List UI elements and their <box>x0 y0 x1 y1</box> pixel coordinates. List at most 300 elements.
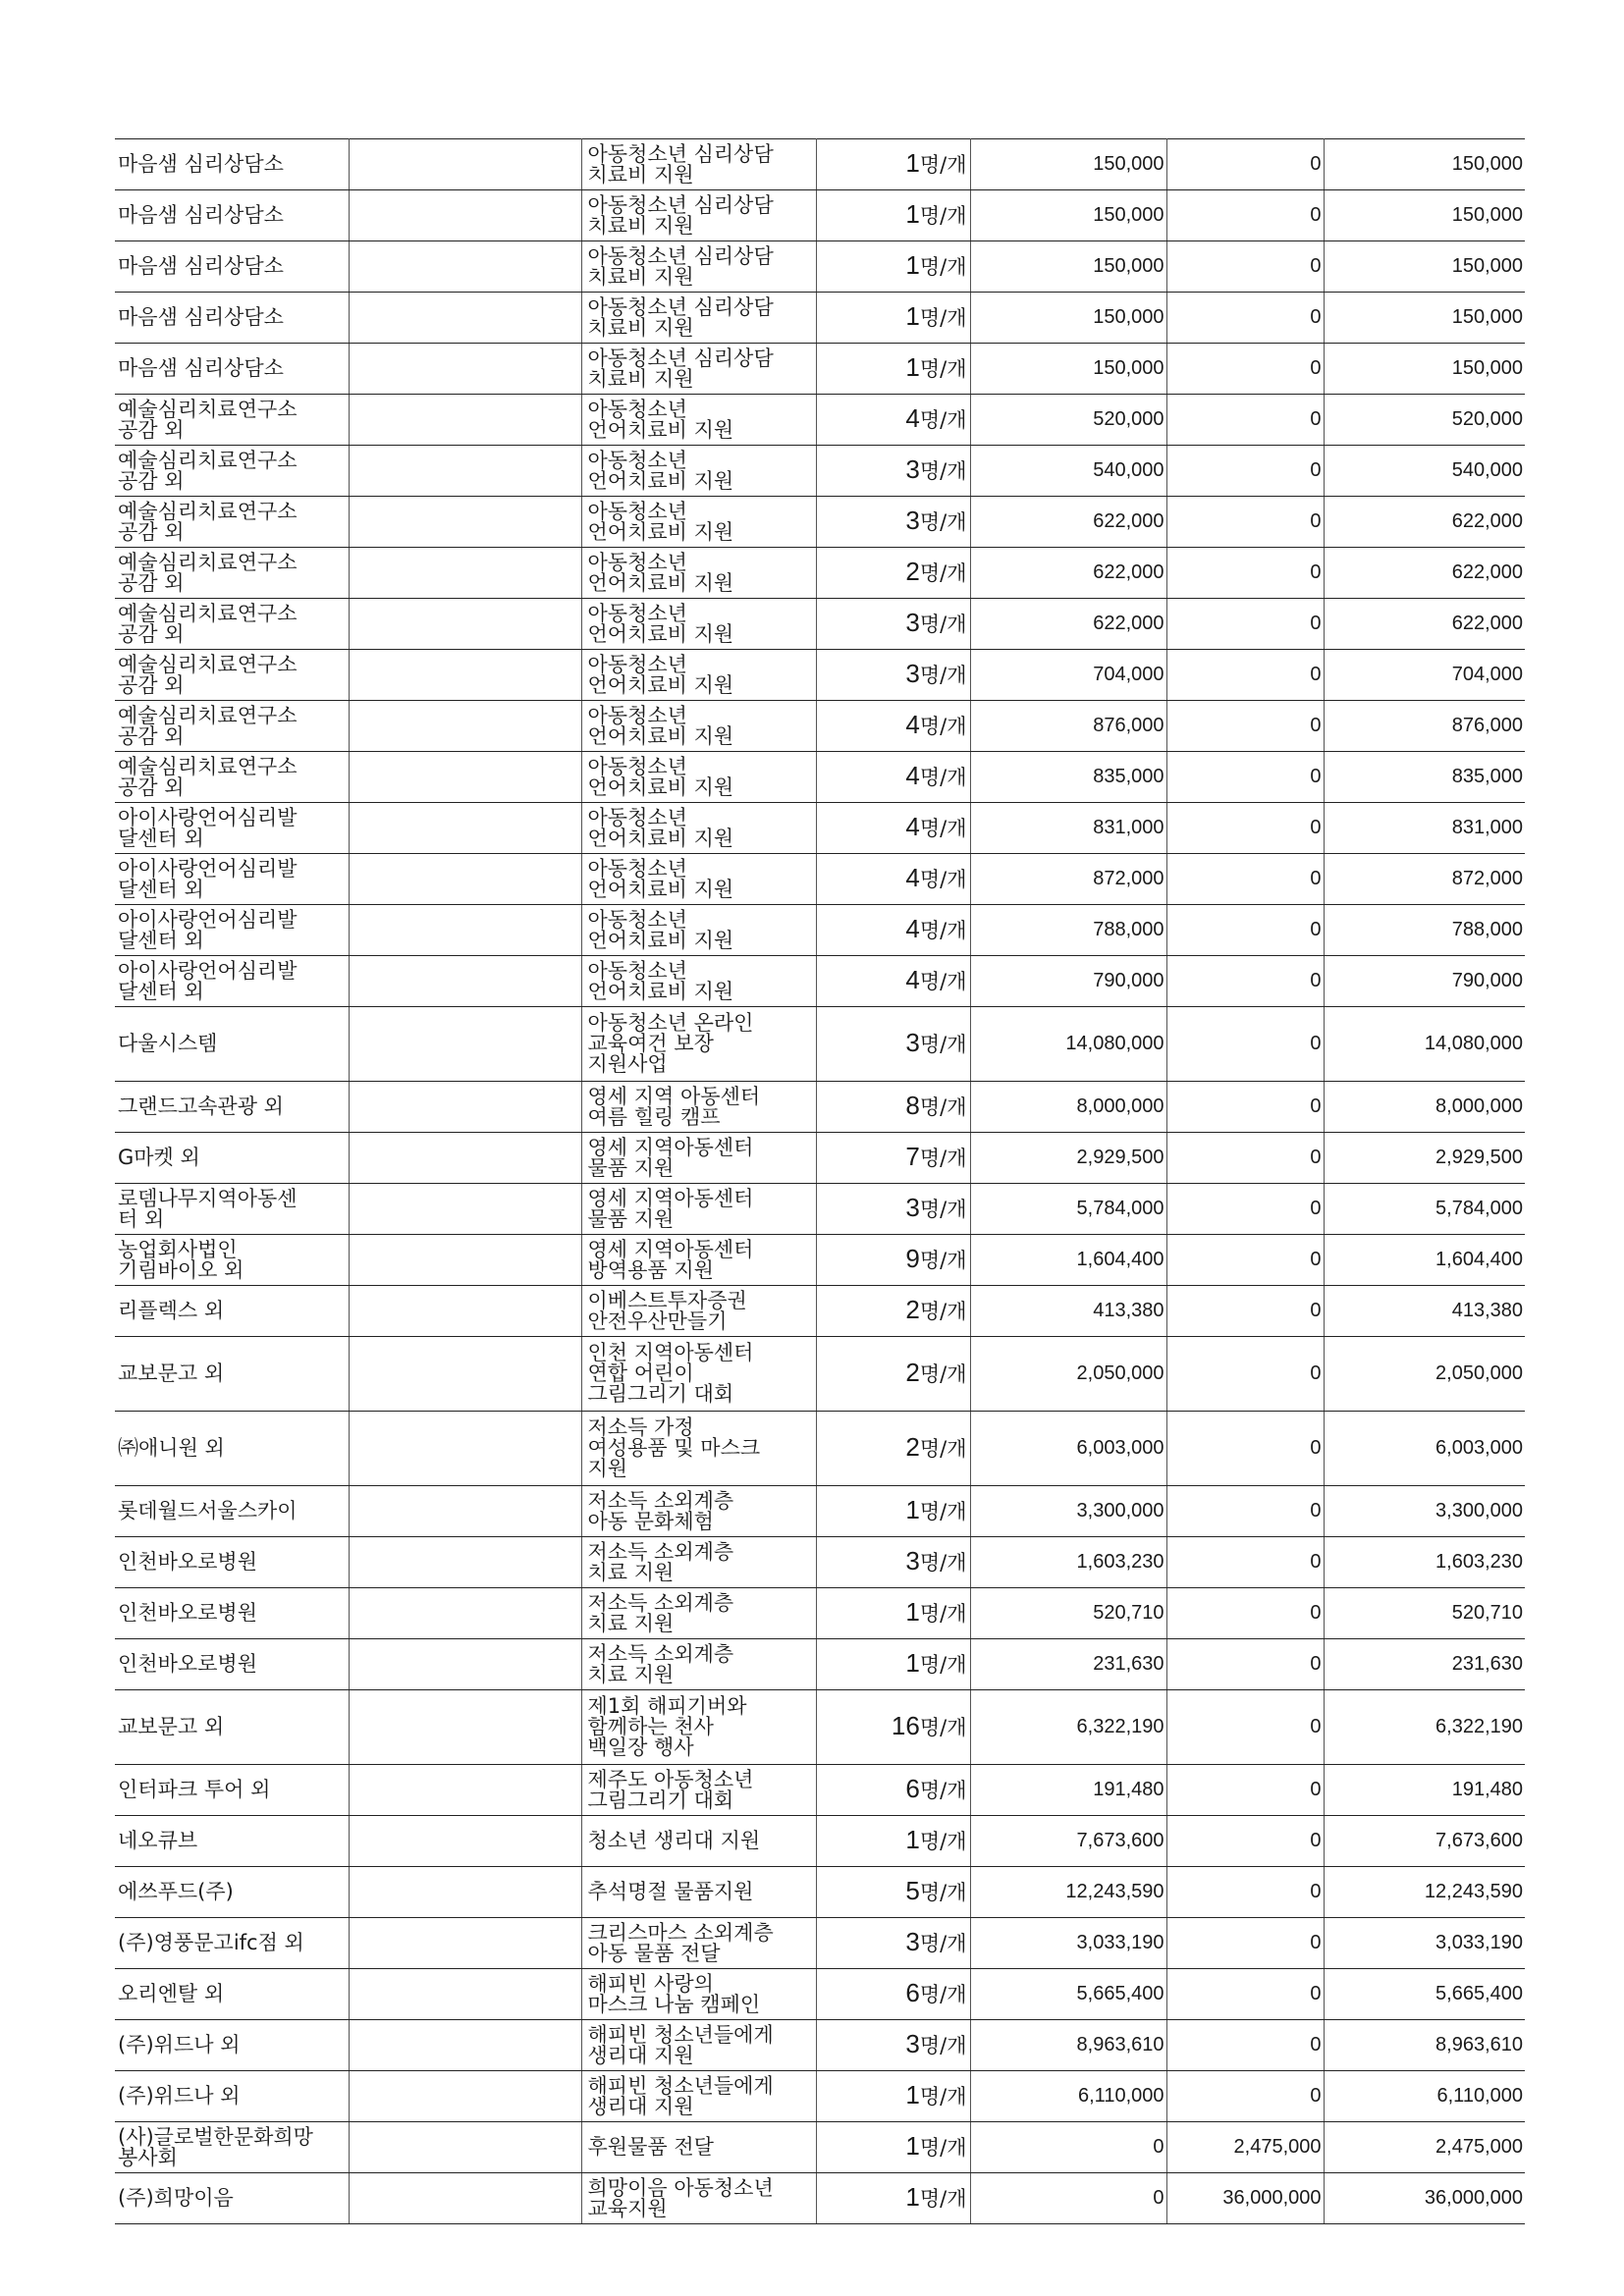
total-cell: 1,603,230 <box>1324 1537 1525 1588</box>
count-cell <box>816 1286 970 1337</box>
amount-cell: 413,380 <box>970 1286 1166 1337</box>
amount-cell: 872,000 <box>970 854 1166 905</box>
org-cell: 인천바오로병원 <box>115 1537 349 1588</box>
program-cell: 아동청소년 심리상담 치료비 지원 <box>581 139 816 190</box>
count-value: 1 <box>905 1825 920 1854</box>
total-cell: 704,000 <box>1324 650 1525 701</box>
count-unit: 명/개 <box>919 1881 967 1904</box>
program-cell: 아동청소년 언어치료비 지원 <box>581 599 816 650</box>
org-cell: 아이사랑언어심리발 달센터 외 <box>115 956 349 1007</box>
amount-cell: 5,665,400 <box>970 1969 1166 2020</box>
count-unit: 명/개 <box>919 204 967 228</box>
program-cell: 영세 지역아동센터 방역용품 지원 <box>581 1235 816 1286</box>
count-value: 1 <box>905 2080 920 2109</box>
count-unit: 명/개 <box>919 408 967 432</box>
table-row <box>115 190 1525 241</box>
total-cell: 5,665,400 <box>1324 1969 1525 2020</box>
org-cell: 예술심리치료연구소 공감 외 <box>115 752 349 803</box>
total-cell: 413,380 <box>1324 1286 1525 1337</box>
table-row <box>115 905 1525 956</box>
count-unit: 명/개 <box>919 1983 967 2006</box>
blank-cell <box>349 803 581 854</box>
count-cell <box>816 2071 970 2122</box>
total-cell: 14,080,000 <box>1324 1007 1525 1082</box>
total-cell: 3,033,190 <box>1324 1918 1525 1969</box>
program-cell: 아동청소년 언어치료비 지원 <box>581 497 816 548</box>
inkind-cell: 0 <box>1166 1412 1324 1486</box>
table-row <box>115 854 1525 905</box>
org-cell: 오리엔탈 외 <box>115 1969 349 2020</box>
program-cell: 아동청소년 언어치료비 지원 <box>581 803 816 854</box>
inkind-cell: 0 <box>1166 1133 1324 1184</box>
count-unit: 명/개 <box>919 1653 967 1677</box>
amount-cell: 704,000 <box>970 650 1166 701</box>
inkind-cell: 0 <box>1166 1588 1324 1639</box>
table-row <box>115 2071 1525 2122</box>
amount-cell: 150,000 <box>970 241 1166 293</box>
org-cell: 마음샘 심리상담소 <box>115 293 349 344</box>
amount-cell: 150,000 <box>970 190 1166 241</box>
amount-cell: 1,603,230 <box>970 1537 1166 1588</box>
amount-cell: 8,963,610 <box>970 2020 1166 2071</box>
org-cell: 마음샘 심리상담소 <box>115 344 349 395</box>
count-cell <box>816 1486 970 1537</box>
count-unit: 명/개 <box>919 1830 967 1853</box>
count-unit: 명/개 <box>919 1716 967 1739</box>
blank-cell <box>349 752 581 803</box>
count-value: 2 <box>905 1432 920 1462</box>
table-row <box>115 446 1525 497</box>
table-row <box>115 2020 1525 2071</box>
blank-cell <box>349 1412 581 1486</box>
count-value: 3 <box>905 1546 920 1575</box>
inkind-cell: 0 <box>1166 497 1324 548</box>
inkind-cell: 0 <box>1166 803 1324 854</box>
program-cell: 아동청소년 언어치료비 지원 <box>581 854 816 905</box>
count-cell <box>816 1816 970 1867</box>
blank-cell <box>349 1639 581 1690</box>
inkind-cell: 0 <box>1166 1765 1324 1816</box>
program-cell: 영세 지역 아동센터 여름 힐링 캠프 <box>581 1082 816 1133</box>
inkind-cell: 0 <box>1166 1690 1324 1765</box>
inkind-cell: 0 <box>1166 1235 1324 1286</box>
table-row <box>115 1690 1525 1765</box>
blank-cell <box>349 905 581 956</box>
amount-cell: 540,000 <box>970 446 1166 497</box>
count-value: 2 <box>905 1358 920 1387</box>
count-unit: 명/개 <box>919 817 967 840</box>
table-row <box>115 1337 1525 1412</box>
inkind-cell: 0 <box>1166 599 1324 650</box>
org-cell: 교보문고 외 <box>115 1337 349 1412</box>
blank-cell <box>349 1588 581 1639</box>
blank-cell <box>349 1486 581 1537</box>
program-cell: 영세 지역아동센터 물품 지원 <box>581 1184 816 1235</box>
count-value: 8 <box>905 1091 920 1120</box>
blank-cell <box>349 344 581 395</box>
org-cell: 로뎀나무지역아동센 터 외 <box>115 1184 349 1235</box>
amount-cell: 3,033,190 <box>970 1918 1166 1969</box>
inkind-cell: 0 <box>1166 1537 1324 1588</box>
program-cell: 아동청소년 언어치료비 지원 <box>581 956 816 1007</box>
blank-cell <box>349 2122 581 2173</box>
count-value: 1 <box>905 2182 920 2212</box>
total-cell: 150,000 <box>1324 139 1525 190</box>
count-value: 3 <box>905 454 920 484</box>
blank-cell <box>349 1918 581 1969</box>
count-unit: 명/개 <box>919 766 967 789</box>
program-cell: 아동청소년 언어치료비 지원 <box>581 548 816 599</box>
count-cell <box>816 395 970 446</box>
program-cell: 희망이음 아동청소년 교육지원 <box>581 2173 816 2224</box>
count-value: 4 <box>905 914 920 943</box>
inkind-cell: 0 <box>1166 1969 1324 2020</box>
count-cell <box>816 446 970 497</box>
table-row <box>115 1588 1525 1639</box>
amount-cell: 790,000 <box>970 956 1166 1007</box>
table-row <box>115 1765 1525 1816</box>
inkind-cell: 0 <box>1166 190 1324 241</box>
program-cell: 이베스트투자증권 안전우산만들기 <box>581 1286 816 1337</box>
count-cell <box>816 1588 970 1639</box>
amount-cell: 0 <box>970 2173 1166 2224</box>
total-cell: 2,929,500 <box>1324 1133 1525 1184</box>
count-unit: 명/개 <box>919 1147 967 1170</box>
blank-cell <box>349 1969 581 2020</box>
total-cell: 6,110,000 <box>1324 2071 1525 2122</box>
org-cell: 리플렉스 외 <box>115 1286 349 1337</box>
count-value: 4 <box>905 965 920 994</box>
program-cell: 해피빈 청소년들에게 생리대 지원 <box>581 2020 816 2071</box>
inkind-cell: 0 <box>1166 446 1324 497</box>
org-cell: (주)영풍문고ifc점 외 <box>115 1918 349 1969</box>
total-cell: 231,630 <box>1324 1639 1525 1690</box>
total-cell: 150,000 <box>1324 241 1525 293</box>
inkind-cell: 0 <box>1166 701 1324 752</box>
count-cell <box>816 599 970 650</box>
count-value: 3 <box>905 1028 920 1057</box>
count-cell <box>816 1537 970 1588</box>
count-unit: 명/개 <box>919 919 967 942</box>
org-cell: 예술심리치료연구소 공감 외 <box>115 599 349 650</box>
inkind-cell: 0 <box>1166 1486 1324 1537</box>
count-unit: 명/개 <box>919 510 967 534</box>
total-cell: 2,475,000 <box>1324 2122 1525 2173</box>
count-cell <box>816 650 970 701</box>
count-cell <box>816 293 970 344</box>
table-row <box>115 1082 1525 1133</box>
amount-cell: 835,000 <box>970 752 1166 803</box>
total-cell: 3,300,000 <box>1324 1486 1525 1537</box>
total-cell: 2,050,000 <box>1324 1337 1525 1412</box>
count-unit: 명/개 <box>919 1500 967 1523</box>
blank-cell <box>349 139 581 190</box>
count-value: 5 <box>905 1876 920 1905</box>
inkind-cell: 0 <box>1166 1337 1324 1412</box>
table-row <box>115 650 1525 701</box>
table-row <box>115 1286 1525 1337</box>
amount-cell: 622,000 <box>970 599 1166 650</box>
org-cell: ㈜애니원 외 <box>115 1412 349 1486</box>
org-cell: (주)위드나 외 <box>115 2020 349 2071</box>
count-cell <box>816 1639 970 1690</box>
count-value: 2 <box>905 1295 920 1324</box>
org-cell: 그랜드고속관광 외 <box>115 1082 349 1133</box>
total-cell: 520,000 <box>1324 395 1525 446</box>
program-cell: 아동청소년 온라인 교육여건 보장 지원사업 <box>581 1007 816 1082</box>
blank-cell <box>349 1184 581 1235</box>
total-cell: 6,003,000 <box>1324 1412 1525 1486</box>
org-cell: (주)위드나 외 <box>115 2071 349 2122</box>
amount-cell: 2,929,500 <box>970 1133 1166 1184</box>
program-cell: 저소득 소외계층 치료 지원 <box>581 1639 816 1690</box>
count-value: 4 <box>905 710 920 739</box>
count-unit: 명/개 <box>919 1932 967 1955</box>
blank-cell <box>349 2173 581 2224</box>
count-unit: 명/개 <box>919 2187 967 2211</box>
total-cell: 788,000 <box>1324 905 1525 956</box>
inkind-cell: 0 <box>1166 1184 1324 1235</box>
program-cell: 아동청소년 언어치료비 지원 <box>581 395 816 446</box>
amount-cell: 12,243,590 <box>970 1867 1166 1918</box>
amount-cell: 5,784,000 <box>970 1184 1166 1235</box>
count-unit: 명/개 <box>919 970 967 993</box>
total-cell: 1,604,400 <box>1324 1235 1525 1286</box>
count-value: 4 <box>905 812 920 841</box>
count-cell <box>816 1082 970 1133</box>
count-cell <box>816 1918 970 1969</box>
count-value: 1 <box>905 148 920 178</box>
total-cell: 520,710 <box>1324 1588 1525 1639</box>
table-row <box>115 1639 1525 1690</box>
count-value: 2 <box>905 557 920 586</box>
org-cell: 농업회사법인 기림바이오 외 <box>115 1235 349 1286</box>
blank-cell <box>349 2020 581 2071</box>
count-unit: 명/개 <box>919 1779 967 1802</box>
count-value: 3 <box>905 2029 920 2058</box>
count-cell <box>816 1867 970 1918</box>
count-value: 16 <box>891 1711 920 1740</box>
amount-cell: 191,480 <box>970 1765 1166 1816</box>
blank-cell <box>349 1690 581 1765</box>
amount-cell: 520,000 <box>970 395 1166 446</box>
program-cell: 저소득 가정 여성용품 및 마스크 지원 <box>581 1412 816 1486</box>
count-cell <box>816 1969 970 2020</box>
total-cell: 872,000 <box>1324 854 1525 905</box>
inkind-cell: 0 <box>1166 293 1324 344</box>
count-unit: 명/개 <box>919 715 967 738</box>
program-cell: 추석명절 물품지원 <box>581 1867 816 1918</box>
program-cell: 저소득 소외계층 아동 문화체험 <box>581 1486 816 1537</box>
total-cell: 876,000 <box>1324 701 1525 752</box>
table-row <box>115 344 1525 395</box>
program-cell: 아동청소년 심리상담 치료비 지원 <box>581 344 816 395</box>
org-cell: 인터파크 투어 외 <box>115 1765 349 1816</box>
count-value: 1 <box>905 1495 920 1524</box>
total-cell: 36,000,000 <box>1324 2173 1525 2224</box>
count-cell <box>816 1337 970 1412</box>
blank-cell <box>349 293 581 344</box>
total-cell: 8,000,000 <box>1324 1082 1525 1133</box>
table-row <box>115 1969 1525 2020</box>
blank-cell <box>349 1337 581 1412</box>
table-row <box>115 395 1525 446</box>
org-cell: 예술심리치료연구소 공감 외 <box>115 650 349 701</box>
total-cell: 7,673,600 <box>1324 1816 1525 1867</box>
count-value: 1 <box>905 301 920 331</box>
blank-cell <box>349 497 581 548</box>
table-row <box>115 548 1525 599</box>
count-cell <box>816 803 970 854</box>
count-value: 3 <box>905 1927 920 1956</box>
blank-cell <box>349 701 581 752</box>
count-unit: 명/개 <box>919 2136 967 2160</box>
amount-cell: 1,604,400 <box>970 1235 1166 1286</box>
total-cell: 12,243,590 <box>1324 1867 1525 1918</box>
amount-cell: 8,000,000 <box>970 1082 1166 1133</box>
blank-cell <box>349 1286 581 1337</box>
count-unit: 명/개 <box>919 1362 967 1386</box>
amount-cell: 2,050,000 <box>970 1337 1166 1412</box>
inkind-cell: 0 <box>1166 1639 1324 1690</box>
inkind-cell: 0 <box>1166 1082 1324 1133</box>
total-cell: 622,000 <box>1324 497 1525 548</box>
amount-cell: 0 <box>970 2122 1166 2173</box>
count-cell <box>816 701 970 752</box>
count-value: 7 <box>905 1142 920 1171</box>
inkind-cell: 2,475,000 <box>1166 2122 1324 2173</box>
program-cell: 아동청소년 심리상담 치료비 지원 <box>581 293 816 344</box>
org-cell: 에쓰푸드(주) <box>115 1867 349 1918</box>
blank-cell <box>349 548 581 599</box>
count-unit: 명/개 <box>919 1551 967 1575</box>
total-cell: 790,000 <box>1324 956 1525 1007</box>
blank-cell <box>349 2071 581 2122</box>
count-cell <box>816 497 970 548</box>
blank-cell <box>349 241 581 293</box>
count-cell <box>816 1765 970 1816</box>
total-cell: 622,000 <box>1324 548 1525 599</box>
amount-cell: 150,000 <box>970 293 1166 344</box>
table-row <box>115 139 1525 190</box>
org-cell: 마음샘 심리상담소 <box>115 190 349 241</box>
amount-cell: 520,710 <box>970 1588 1166 1639</box>
count-cell <box>816 1007 970 1082</box>
count-unit: 명/개 <box>919 459 967 483</box>
inkind-cell: 0 <box>1166 139 1324 190</box>
blank-cell <box>349 1007 581 1082</box>
count-unit: 명/개 <box>919 357 967 381</box>
count-cell <box>816 1235 970 1286</box>
count-cell <box>816 1184 970 1235</box>
inkind-cell: 0 <box>1166 344 1324 395</box>
amount-cell: 150,000 <box>970 344 1166 395</box>
total-cell: 8,963,610 <box>1324 2020 1525 2071</box>
table-row <box>115 701 1525 752</box>
org-cell: 인천바오로병원 <box>115 1639 349 1690</box>
program-cell: 해피빈 사랑의 마스크 나눔 캠페인 <box>581 1969 816 2020</box>
program-cell: 크리스마스 소외계층 아동 물품 전달 <box>581 1918 816 1969</box>
total-cell: 835,000 <box>1324 752 1525 803</box>
blank-cell <box>349 1082 581 1133</box>
count-unit: 명/개 <box>919 868 967 891</box>
table-row <box>115 497 1525 548</box>
count-value: 4 <box>905 863 920 892</box>
total-cell: 6,322,190 <box>1324 1690 1525 1765</box>
program-cell: 청소년 생리대 지원 <box>581 1816 816 1867</box>
total-cell: 5,784,000 <box>1324 1184 1525 1235</box>
program-cell: 아동청소년 심리상담 치료비 지원 <box>581 190 816 241</box>
count-cell <box>816 1133 970 1184</box>
program-cell: 아동청소년 심리상담 치료비 지원 <box>581 241 816 293</box>
amount-cell: 6,110,000 <box>970 2071 1166 2122</box>
inkind-cell: 0 <box>1166 1816 1324 1867</box>
count-unit: 명/개 <box>919 561 967 585</box>
inkind-cell: 0 <box>1166 1286 1324 1337</box>
table-row <box>115 1184 1525 1235</box>
amount-cell: 6,322,190 <box>970 1690 1166 1765</box>
inkind-cell: 0 <box>1166 1867 1324 1918</box>
count-cell <box>816 752 970 803</box>
program-cell: 저소득 소외계층 치료 지원 <box>581 1537 816 1588</box>
count-cell <box>816 905 970 956</box>
count-cell <box>816 2122 970 2173</box>
count-value: 4 <box>905 403 920 433</box>
org-cell: 예술심리치료연구소 공감 외 <box>115 446 349 497</box>
count-unit: 명/개 <box>919 2034 967 2057</box>
inkind-cell: 0 <box>1166 854 1324 905</box>
table-row <box>115 956 1525 1007</box>
count-cell <box>816 956 970 1007</box>
amount-cell: 622,000 <box>970 548 1166 599</box>
count-unit: 명/개 <box>919 1095 967 1119</box>
amount-cell: 6,003,000 <box>970 1412 1166 1486</box>
amount-cell: 150,000 <box>970 139 1166 190</box>
count-unit: 명/개 <box>919 1602 967 1626</box>
total-cell: 150,000 <box>1324 344 1525 395</box>
table-row <box>115 1867 1525 1918</box>
org-cell: 마음샘 심리상담소 <box>115 139 349 190</box>
org-cell: 예술심리치료연구소 공감 외 <box>115 701 349 752</box>
count-value: 1 <box>905 1597 920 1627</box>
inkind-cell: 0 <box>1166 2020 1324 2071</box>
blank-cell <box>349 1537 581 1588</box>
inkind-cell: 36,000,000 <box>1166 2173 1324 2224</box>
count-unit: 명/개 <box>919 613 967 636</box>
program-cell: 인천 지역아동센터 연합 어린이 그림그리기 대회 <box>581 1337 816 1412</box>
table-row <box>115 2173 1525 2224</box>
inkind-cell: 0 <box>1166 1918 1324 1969</box>
blank-cell <box>349 1133 581 1184</box>
count-value: 1 <box>905 250 920 280</box>
table-body <box>115 139 1525 2224</box>
donation-table <box>115 138 1525 2224</box>
count-value: 6 <box>905 1978 920 2007</box>
amount-cell: 14,080,000 <box>970 1007 1166 1082</box>
table-row <box>115 1412 1525 1486</box>
count-value: 3 <box>905 608 920 637</box>
amount-cell: 7,673,600 <box>970 1816 1166 1867</box>
total-cell: 622,000 <box>1324 599 1525 650</box>
program-cell: 아동청소년 언어치료비 지원 <box>581 446 816 497</box>
blank-cell <box>349 599 581 650</box>
count-cell <box>816 548 970 599</box>
total-cell: 191,480 <box>1324 1765 1525 1816</box>
count-value: 6 <box>905 1774 920 1803</box>
count-unit: 명/개 <box>919 1300 967 1323</box>
inkind-cell: 0 <box>1166 1007 1324 1082</box>
count-cell <box>816 2020 970 2071</box>
